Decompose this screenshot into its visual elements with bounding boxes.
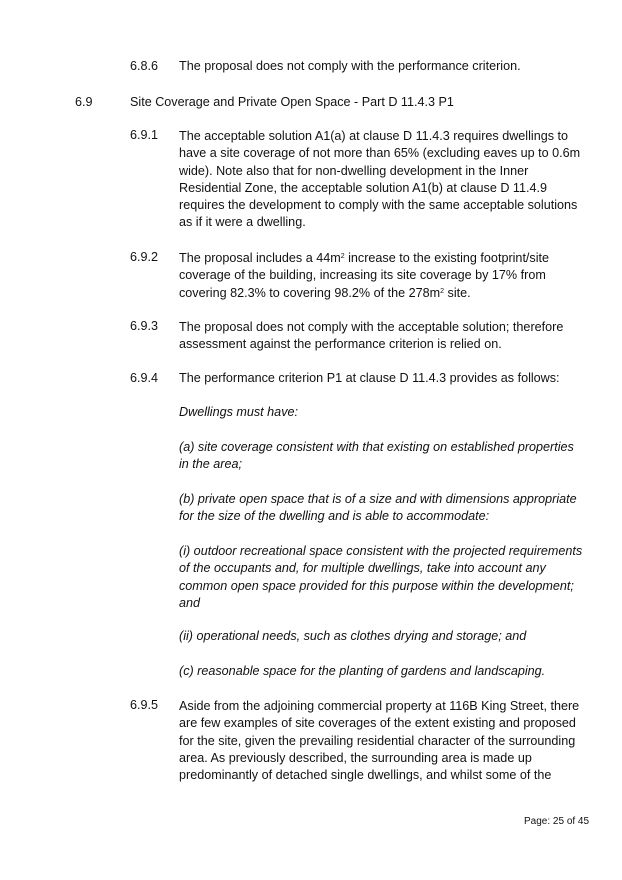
paragraph-number: 6.9.3 xyxy=(130,319,159,333)
paragraph-number: 6.9.5 xyxy=(130,698,159,712)
text-line: are few examples of site coverages of the extent existing and proposed xyxy=(179,716,576,731)
text-line: as if it were a dwelling. xyxy=(179,215,306,230)
text-line: The acceptable solution A1(a) at clause D 11.4.3 requires dwellings to xyxy=(179,129,568,143)
quote-item-a: (a) site coverage consistent with that existing on established properties in the area; xyxy=(179,440,574,472)
text-line: covering 82.3% to covering 98.2% of the $278m^2$ site. xyxy=(179,285,471,300)
text-line: The proposal does not comply with the acceptable solution; therefore xyxy=(179,320,564,334)
paragraph-number: 6.9.1 xyxy=(130,128,159,142)
text-line: Aside from the adjoining commercial property at 116B King Street, there xyxy=(179,699,580,713)
quote-item-c: (c) reasonable space for the planting of gardens and landscaping. xyxy=(179,664,546,678)
text-line: Residential Zone, the acceptable solution A1(b) at clause D 11.4.9 xyxy=(179,180,548,195)
quote-intro: Dwellings must have: xyxy=(179,405,298,419)
paragraph-text xyxy=(179,698,579,784)
text-line: The proposal includes a $44m^2$ increase to the existing footprint/site xyxy=(179,251,550,265)
text-line: wide). Note also that for non-dwelling development in the Inner xyxy=(179,163,529,178)
text-line: coverage of the building, increasing its site coverage by 17% from xyxy=(179,268,546,283)
text-line: area. As previously described, the surrounding area is made up xyxy=(179,750,532,765)
paragraph-text: The performance criterion P1 at clause D 11.4.3 provides as follows: xyxy=(179,371,560,385)
item-number: 6.8.6 xyxy=(130,59,159,73)
section-title: Site Coverage and Private Open Space - Part D 11.4.3 P1 xyxy=(130,95,454,109)
paragraph-number: 6.9.2 xyxy=(130,250,159,264)
paragraph-text xyxy=(179,128,580,232)
page-number-footer: Page: 25 of 45 xyxy=(524,816,590,827)
quote-item-b: (b) private open space that is of a size and with dimensions appropriate for the size of the dwelling and is able to accommodate: xyxy=(179,492,577,524)
quote-item-i: (i) outdoor recreational space consistent with the projected requirements of the occupants and, for multiple dwellings, take into account any common open space provided for this purpose within the development; and xyxy=(179,544,583,610)
text-line: requires the development to comply with the same acceptable solutions xyxy=(179,198,578,213)
quote-item-ii: (ii) operational needs, such as clothes drying and storage; and xyxy=(179,629,527,643)
paragraph-text xyxy=(179,319,563,354)
text-line: have a site coverage of not more than 65% (excluding eaves up to 0.6m xyxy=(179,146,581,161)
text-line: for the site, given the prevailing residential character of the surrounding xyxy=(179,733,576,748)
paragraph-text xyxy=(179,250,549,302)
text-line: assessment against the performance criterion is relied on. xyxy=(179,337,502,352)
section-number: 6.9 xyxy=(75,95,93,109)
text-line: predominantly of detached single dwellings, and whilst some of the xyxy=(179,768,552,783)
item-text: The proposal does not comply with the performance criterion. xyxy=(179,59,521,73)
paragraph-number: 6.9.4 xyxy=(130,371,159,385)
